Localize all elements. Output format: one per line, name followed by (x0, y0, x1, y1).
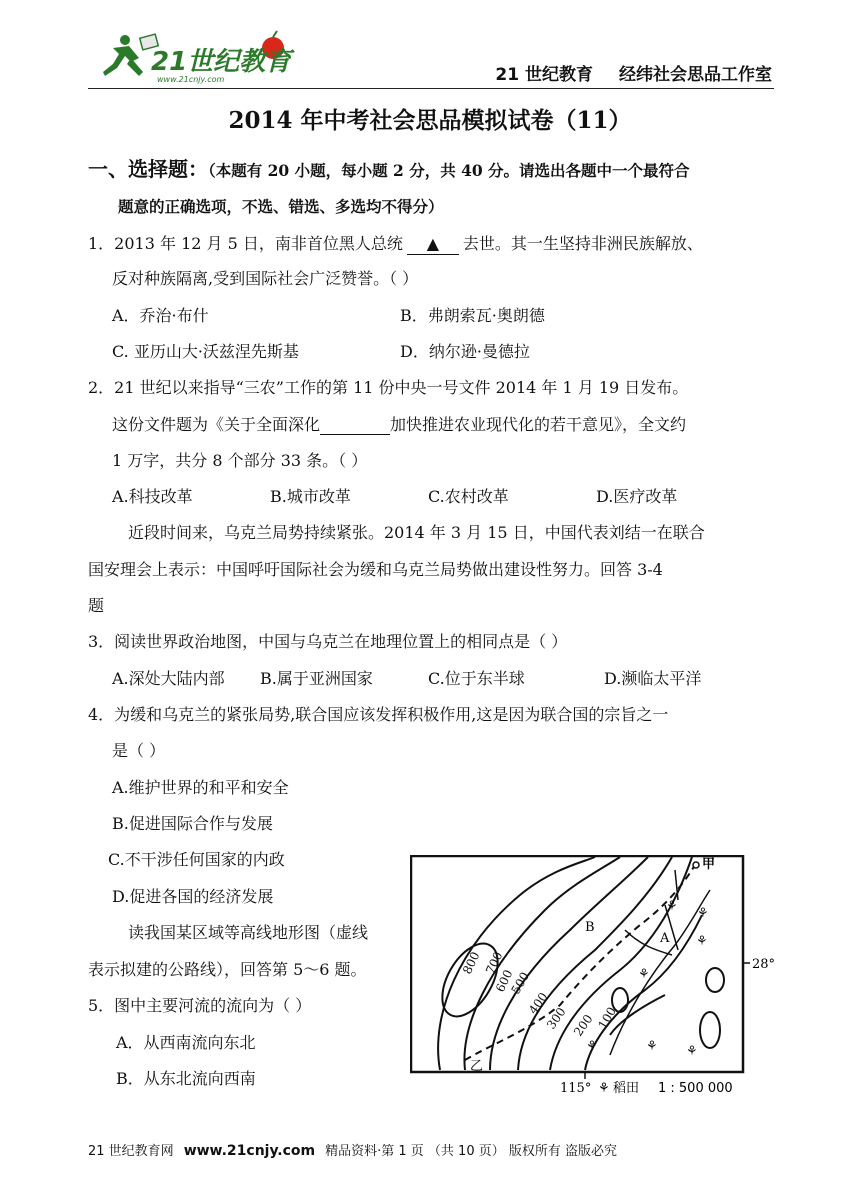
svg-text:200: 200 (570, 1011, 596, 1039)
question-1-stem-2: 反对种族隔离,受到国际社会广泛赞誉。（ ） (112, 269, 419, 288)
footer-site-name: 21 世纪教育网 (88, 1144, 174, 1159)
q5-option-a: A．从西南流向东北 (116, 1033, 256, 1052)
question-2-stem-3: 1 万字，共分 8 个部分 33 条。（ ） (112, 451, 368, 470)
section-instructions-2: 题意的正确选项，不选、错选、多选均不得分） (118, 197, 444, 216)
context-paragraph-3: 题 (88, 596, 105, 615)
svg-text:400: 400 (525, 989, 551, 1017)
svg-text:800: 800 (460, 949, 483, 977)
question-1-stem: 1．2013 年 12 月 5 日，南非首位黑人总统 ▲ 去世。其一生坚持非洲民族解放、 (88, 234, 703, 253)
latitude-label: 28° (752, 957, 776, 972)
point-b-label: B (585, 920, 595, 935)
q2-option-c: C.农村改革 (428, 487, 509, 506)
q2-option-d: D.医疗改革 (596, 487, 678, 506)
svg-text:⚘: ⚘ (586, 1039, 598, 1054)
page-title: 2014 年中考社会思品模拟试卷（11） (228, 107, 632, 134)
svg-text:⚘: ⚘ (686, 1044, 698, 1059)
header-brand (495, 60, 772, 85)
svg-text:⚘: ⚘ (638, 967, 650, 982)
map-scale: 1 : 500 000 (658, 1081, 733, 1096)
footer-site-url: www.21cnjy.com (183, 1143, 316, 1159)
q4-option-d: D.促进各国的经济发展 (112, 887, 274, 906)
section-heading (88, 153, 690, 182)
map-context-1: 读我国某区域等高线地形图（虚线 (128, 923, 369, 942)
q2-option-a: A.科技改革 (112, 487, 193, 506)
q3-option-d: D.濒临太平洋 (604, 669, 702, 688)
q3-option-a: A.深处大陆内部 (112, 669, 225, 688)
question-4-stem: 4．为缓和乌克兰的紧张局势,联合国应该发挥积极作用,这是因为联合国的宗旨之一 (88, 705, 669, 724)
point-jia-marker (693, 862, 699, 868)
context-paragraph-2: 国安理会上表示：中国呼吁国际社会为缓和乌克兰局势做出建设性努力。回答 3-4 (88, 560, 663, 579)
q4-option-b: B.促进国际合作与发展 (112, 814, 273, 833)
q5-option-b: B．从东北流向西南 (116, 1069, 256, 1088)
svg-text:⚘: ⚘ (697, 906, 709, 921)
q3-option-c: C.位于东半球 (428, 669, 525, 688)
page-footer (88, 1140, 617, 1159)
context-paragraph-1: 近段时间来，乌克兰局势持续紧张。2014 年 3 月 15 日，中国代表刘结一在联合 (128, 523, 705, 542)
studio-name: 经纬社会思品工作室 (619, 65, 772, 85)
runner-icon (103, 34, 158, 76)
svg-text:www.21cnjy.com: www.21cnjy.com (157, 75, 225, 84)
legend-paddy-label: 稻田 (613, 1081, 640, 1096)
longitude-label: 115° (560, 1081, 592, 1096)
point-a-label: A (660, 931, 670, 946)
contour-map (410, 855, 780, 1097)
question-2-stem: 2．21 世纪以来指导“三农”工作的第 11 份中央一号文件 2014 年 1 月 19 日发布。 (88, 378, 689, 397)
svg-text:⚘: ⚘ (646, 1039, 658, 1054)
svg-text:100: 100 (595, 1004, 620, 1032)
q2-option-b: B.城市改革 (270, 487, 351, 506)
q4-option-a: A.维护世界的和平和安全 (112, 778, 289, 797)
answer-blank: ▲ (407, 234, 459, 255)
map-context-2: 表示拟建的公路线），回答第 5～6 题。 (88, 960, 367, 979)
svg-text:⚘: ⚘ (666, 899, 678, 914)
footer-page-info: 精品资料·第 1 页 （共 10 页） 版权所有 盗版必究 (325, 1144, 617, 1159)
q1-option-c: C. 亚历山大·沃兹涅先斯基 (112, 342, 299, 361)
question-3-stem: 3．阅读世界政治地图，中国与乌克兰在地理位置上的相同点是（ ） (88, 632, 568, 651)
header-divider (88, 88, 774, 89)
q3-option-b: B.属于亚洲国家 (260, 669, 373, 688)
svg-text:⚘: ⚘ (696, 934, 708, 949)
question-4-stem-2: 是（ ） (112, 741, 166, 760)
q1-option-b: B．弗朗索瓦·奥朗德 (400, 306, 545, 325)
legend-paddy-icon: ⚘ (598, 1081, 610, 1096)
logo (95, 28, 295, 88)
svg-text:500: 500 (508, 969, 533, 997)
svg-text:300: 300 (543, 1004, 569, 1032)
svg-text:700: 700 (483, 949, 506, 977)
question-5-stem: 5．图中主要河流的流向为（ ） (88, 996, 312, 1015)
point-jia-label: 甲 (702, 857, 716, 872)
point-yi-label: 乙 (470, 1059, 484, 1074)
brand-name: 21 世纪教育 (495, 65, 593, 85)
answer-blank (320, 418, 390, 435)
svg-text:600: 600 (493, 967, 516, 995)
q1-option-a: A．乔治·布什 (112, 306, 209, 325)
q4-option-c: C.不干涉任何国家的内政 (108, 850, 285, 869)
question-2-stem-2: 这份文件题为《关于全面深化 加快推进农业现代化的若干意见》，全文约 (112, 415, 687, 434)
q1-option-d: D．纳尔逊·曼德拉 (400, 342, 530, 361)
section-instructions: （本题有 20 小题，每小题 2 分，共 40 分。请选出各题中一个最符合 (208, 161, 690, 180)
svg-text:21世纪教育: 21世纪教育 (151, 47, 292, 77)
section-title: 一、选择题： (88, 157, 208, 181)
